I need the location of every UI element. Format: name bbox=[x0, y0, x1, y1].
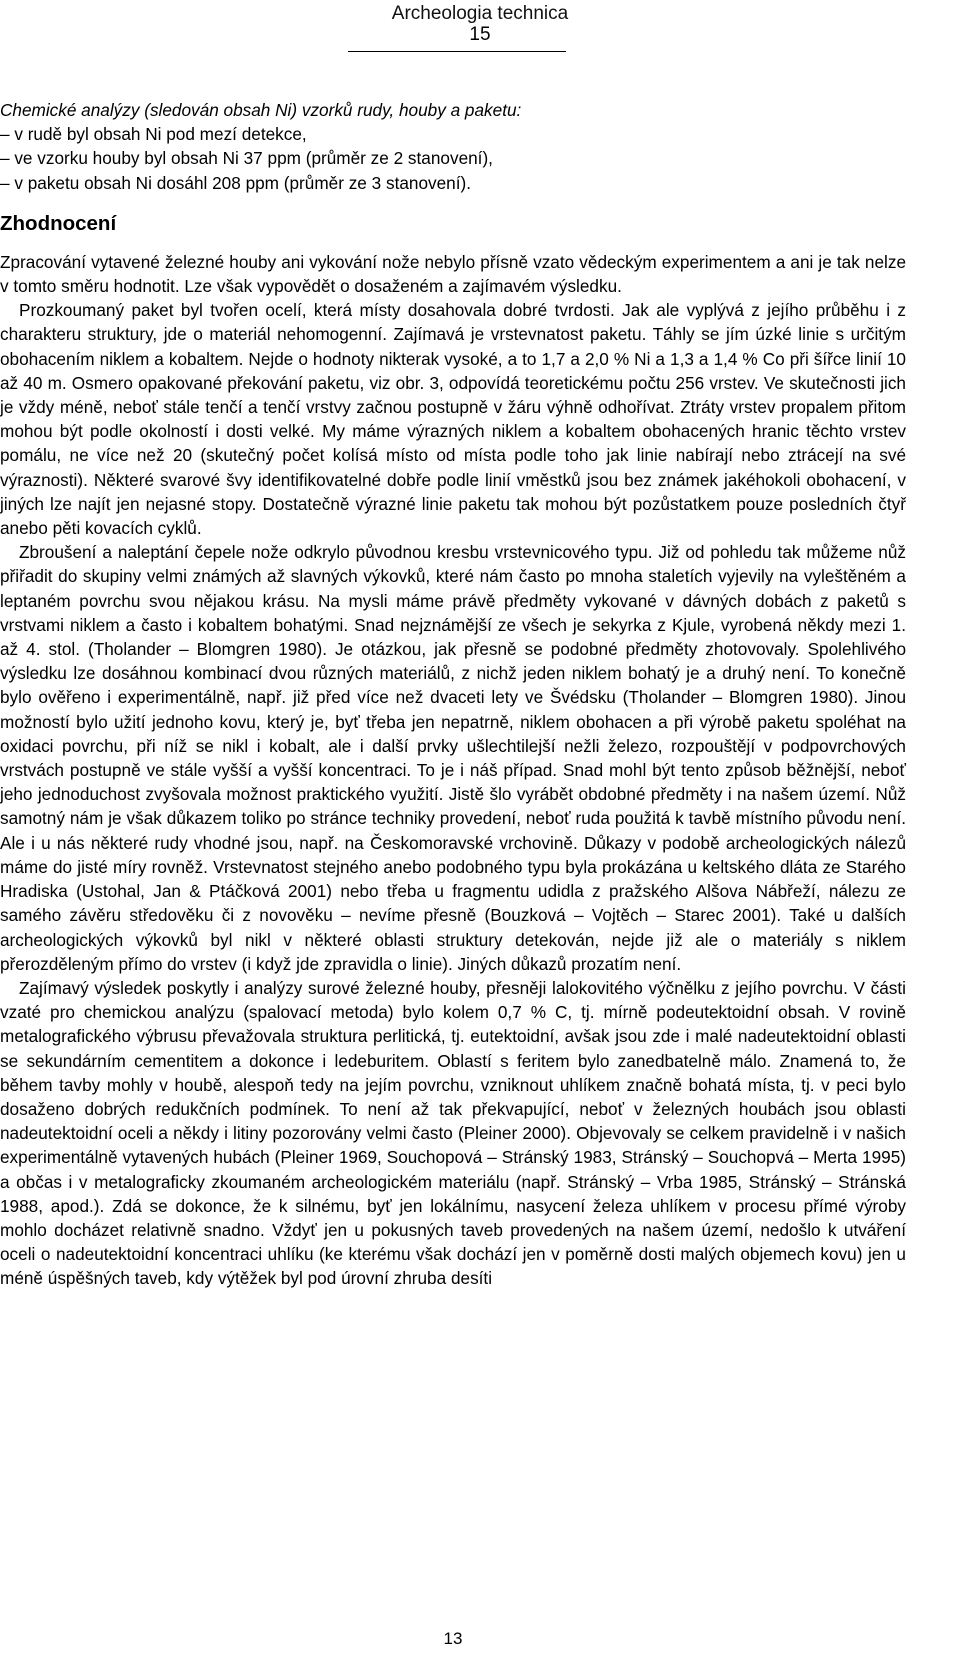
article-body bbox=[0, 98, 906, 1291]
page-number: 13 bbox=[443, 1629, 463, 1648]
issue-number: 15 bbox=[469, 24, 491, 45]
header-rule bbox=[348, 51, 566, 52]
paragraph: Zpracování vytavené železné houby ani vykování nože nebylo přísně vzato vědeckým experimentem a ani je tak nelze v tomto směru hodnotit. Lze však vypovědět o dosaženém a zajímavém výsledku. bbox=[0, 251, 906, 297]
section-heading: Zhodnocení bbox=[0, 211, 117, 235]
intro-item: – v paketu obsah Ni dosáhl 208 ppm (průměr ze 3 stanovení). bbox=[0, 172, 472, 193]
intro-item: – v rudě byl obsah Ni pod mezí detekce, bbox=[0, 124, 307, 145]
paragraph: Zajímavý výsledek poskytly i analýzy surové železné houby, přesněji lalokovitého výčnělku z jejího povrchu. V části vzaté pro chemickou analýzu (spalovací metoda) bylo kolem 0,7 % C, tj. mírně podeutektoidní obsah. V rovině metalografického výbrusu převažovala struktura perlitická, tj. eutektoidní, avšak jsou zde i malé nadeutektoidní oblasti se sekundárním cementitem a dokonce i ledeburitem. Oblastí s feritem bylo zanedbatelně málo. Znamená to, že během tavby mohly v houbě, alespoň tedy na jejím povrchu, vzniknout uhlíkem značně bohatá místa, tj. v peci bylo dosaženo dobrých redukčních podmínek. To není až tak překvapující, neboť v železných houbách jsou oblasti nadeutektoidní oceli a někdy i litiny pozorovány velmi často (Pleiner 2000). Objevovaly se celkem pravidelně i v našich experimentálně vytavených hubách (Pleiner 1969, Souchopová – Stránský 1983, Stránský – Souchopvá – Merta 1995) a občas i v metalograficky zkoumaném archeologickém materiálu (např. Stránský – Vrba 1985, Stránský – Stránská 1988, apod.). Zdá se dokonce, že k silnému, byť jen lokálnímu, nasycení železa uhlíkem v procesu přímé výroby mohlo docházet relativně snadno. Vždyť jen u pokusných taveb provedených na našem území, nedošlo k utváření oceli o nadeutektoidní koncentraci uhlíku (ke kterému však dochází jen v poměrně dosti malých objemech kovu) jen u méně úspěšných taveb, kdy výtěžek byl pod úrovní zhruba desíti bbox=[0, 977, 906, 1289]
paragraph: Prozkoumaný paket byl tvořen ocelí, která místy dosahovala dobré tvrdosti. Jak ale vyplývá z jejího průběhu i z charakteru struktury, jde o materiál nehomogenní. Zajímavá je vrstevnatost paketu. Táhly se jím úzké linie s určitým obohacením niklem a kobaltem. Nejde o hodnoty nikterak vysoké, a to 1,7 a 2,0 % Ni a 1,3 a 1,4 % Co při šířce linií 10 až 40 m. Osmero opakované překování paketu, viz obr. 3, odpovídá teoretickému počtu 256 vrstev. Ve skutečnosti jich je vždy méně, neboť stále tenčí a tenčí vrstvy začnou postupně v žáru výhně odhořívat. Ztráty vrstev propalem přitom mohou být podle okolností i dosti velké. My máme výrazných niklem a kobaltem obohacených hranic těchto vrstev pomálu, ne více než 20 (skutečný počet kolísá místo od místa podle toho jak linie nabírají nebo ztrácejí na své výraznosti). Některé svarové švy identifikovatelné dobře podle linií vměstků jsou bez známek jakéhokoli obohacení, v jiných lze najít jen nejasné stopy. Dostatečně výrazné linie paketu tak mohou být pozůstatkem pouze posledních čtyř anebo pěti kovacích cyklů. bbox=[0, 300, 906, 539]
intro-item: – ve vzorku houby byl obsah Ni 37 ppm (průměr ze 2 stanovení), bbox=[0, 148, 493, 169]
journal-title: Archeologia technica bbox=[391, 3, 569, 24]
paragraph: Zbroušení a naleptání čepele nože odkrylo původnou kresbu vrstevnicového typu. Již od pohledu tak můžeme nůž přiřadit do skupiny velmi známých až slavných výkovků, které nám často po mnoha staletích vyjevily na vyleštěném a leptaném povrchu svou nějakou krásu. Na mysli máme právě předměty vykované v dávných dobách z paketů s vrstvami niklem a často i kobaltem bohatými. Snad nejznámější ze všech je sekyrka z Kjule, vyrobená někdy mezi 1. až 4. stol. (Tholander – Blomgren 1980). Je otázkou, jak přesně se podobné předměty zhotovovaly. Spolehlivého výsledku lze dosáhnou kombinací dvou různých materiálů, z nichž jeden niklem bohatý je a druhý není. To konečně bylo ověřeno i experimentálně, např. již před více než dvaceti lety ve Švédsku (Tholander – Blomgren 1980). Jinou možností bylo užití jednoho kovu, který je, byť třeba jen nepatrně, niklem obohacen a při výrobě paketu spoléhat na oxidaci povrchu, při níž se nikl i kobalt, ale i další prvky ušlechtilejší nežli železo, rozpouštějí v podpovrchových vrstvách postupně ve stále vyšší a vyšší koncentraci. To je i náš případ. Snad mohl být tento způsob běžnější, neboť jeho jednoduchost zvyšovala možnost praktického využití. Jistě šlo vyrábět obdobné předměty i na našem území. Nůž samotný nám je však důkazem toliko po stránce techniky provedení, neboť ruda použitá k tavbě místního původu není. Ale i u nás některé rudy vhodné jsou, např. na Českomoravské vrchovině. Důkazy v podobě archeologických nálezů máme do jisté míry rovněž. Vrstevnatost stejného anebo podobného typu byla prokázána u keltského dláta ze Starého Hradiska (Ustohal, Jan & Ptáčková 2001) nebo třeba u fragmentu udidla z pražského Alšova Nábřeží, nálezu ze samého závěru středověku či z novověku – nevíme přesně (Bouzková – Vojtěch – Starec 2001). Také u dalších archeologických výkovků byl nikl v některé oblasti struktury detekován, nejde již ale o materiály s niklem přerozděleným přímo do vrstev (i když jde zpravidla o linie). Jiných důkazů prozatím není. bbox=[0, 542, 906, 974]
intro-lead: Chemické analýzy (sledován obsah Ni) vzorků rudy, houby a paketu: bbox=[0, 100, 522, 120]
